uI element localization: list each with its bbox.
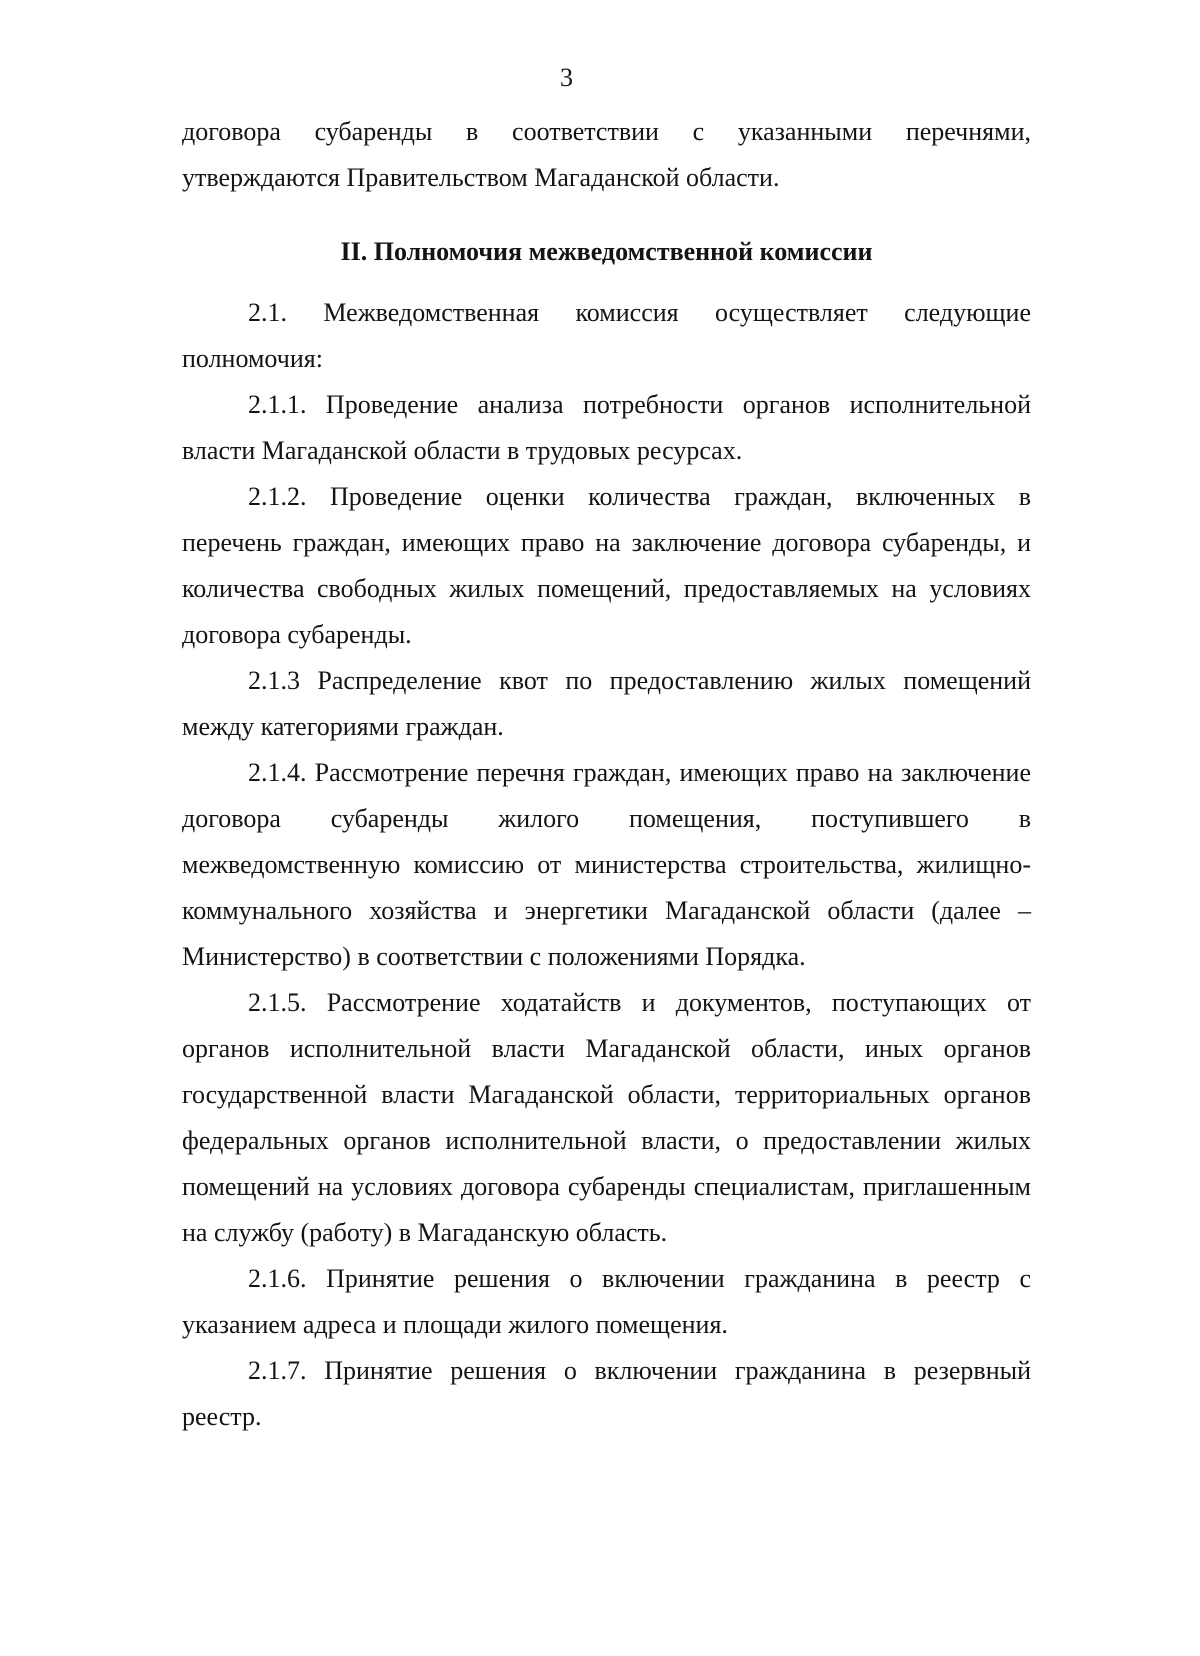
clause-2-1-6: 2.1.6. Принятие решения о включении гражданина в реестр с указанием адреса и площади жилого помещения. xyxy=(182,1264,1031,1339)
intro-paragraph-block xyxy=(182,109,1031,201)
clause-2-1-3: 2.1.3 Распределение квот по предоставлению жилых помещений между категориями граждан. xyxy=(182,666,1031,741)
clause-2-1-1: 2.1.1. Проведение анализа потребности органов исполнительной власти Магаданской области в трудовых ресурсах. xyxy=(182,390,1031,465)
clause-2-1-4: 2.1.4. Рассмотрение перечня граждан, имеющих право на заключение договора субаренды жилого помещения, поступившего в межведомственную комиссию от министерства строительства, жилищно-коммунального хозяйства и энергетики Магаданской области (далее – Министерство) в соответствии с положениями Порядка. xyxy=(182,758,1031,971)
clause-2-1-2: 2.1.2. Проведение оценки количества граждан, включенных в перечень граждан, имеющих право на заключение договора субаренды, и количества свободных жилых помещений, предоставляемых на условиях договора субаренды. xyxy=(182,482,1031,649)
clause-2-1-5: 2.1.5. Рассмотрение ходатайств и документов, поступающих от органов исполнительной власти Магаданской области, иных органов государственной власти Магаданской области, территориальных органов федеральных органов исполнительной власти, о предоставлении жилых помещений на условиях договора субаренды специалистам, приглашенным на службу (работу) в Магаданскую область. xyxy=(182,988,1031,1247)
intro-paragraph: договора субаренды в соответствии с указанными перечнями, утверждаются Правительством Магаданской области. xyxy=(182,117,1031,192)
page-number: 3 xyxy=(560,63,573,92)
section-heading: II. Полномочия межведомственной комиссии xyxy=(340,237,873,266)
section-body xyxy=(182,290,1031,1440)
clause-2-1: 2.1. Межведомственная комиссия осуществляет следующие полномочия: xyxy=(182,298,1031,373)
clause-2-1-7: 2.1.7. Принятие решения о включении гражданина в резервный реестр. xyxy=(182,1356,1031,1431)
